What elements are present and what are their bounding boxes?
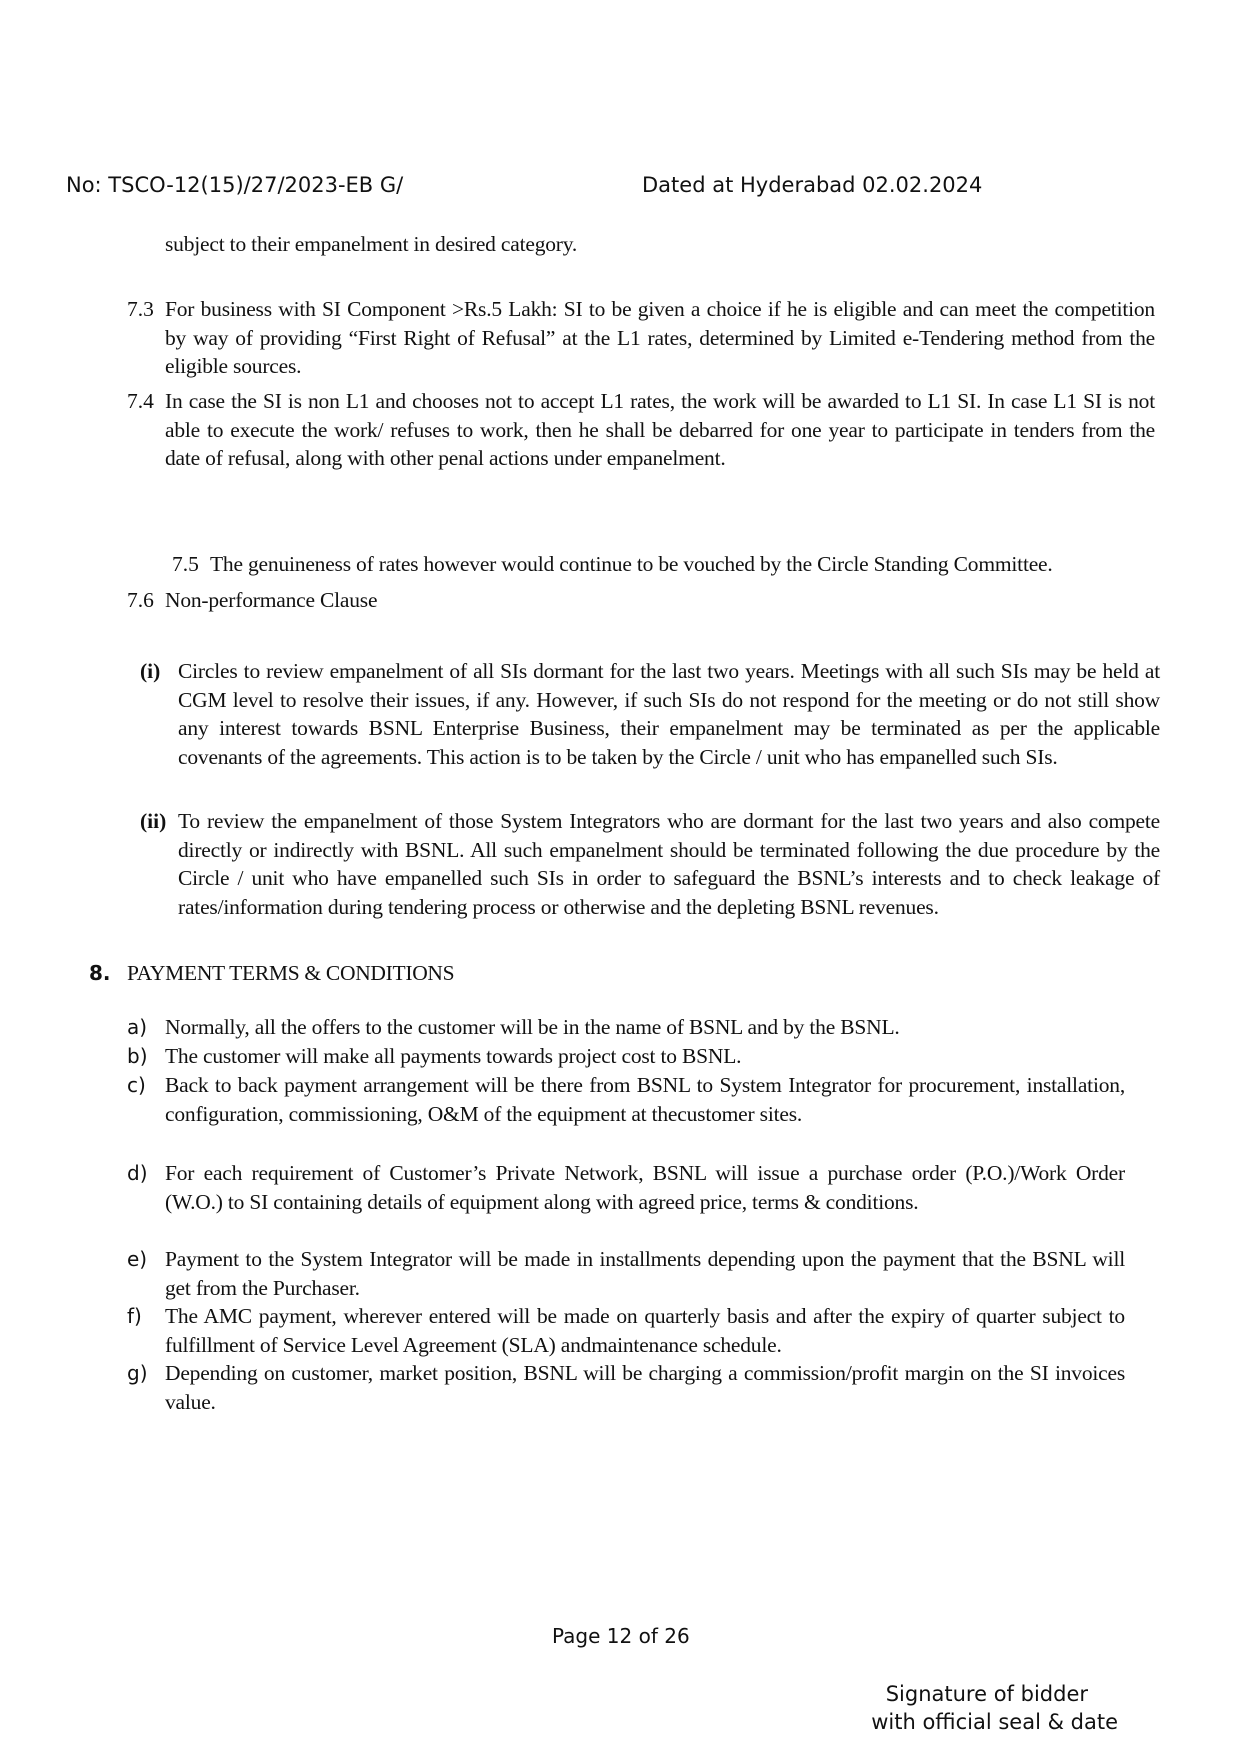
- item-label: (i): [140, 659, 161, 683]
- item-label: g): [127, 1361, 148, 1385]
- section-8-number: 8.: [89, 961, 111, 985]
- signature-line-1: Signature of bidder: [885, 1682, 1088, 1706]
- section-8-title: PAYMENT TERMS & CONDITIONS: [127, 961, 455, 985]
- clause-text: For business with SI Component >Rs.5 Lakh: SI to be given a choice if he is eligible and can meet the competition by way of providing “First Right of Refusal” at the L1 rates, determined by Limited e-Tendering method from the eligible sources.: [165, 297, 1155, 378]
- item-text: The AMC payment, wherever entered will be made on quarterly basis and after the expiry of quarter subject to fulfillment of Service Level Agreement (SLA) andmaintenance schedule.: [165, 1304, 1125, 1357]
- clause-heading: Non-performance Clause: [165, 588, 378, 612]
- signature-block: [871, 1680, 1118, 1736]
- clause-text: The genuineness of rates however would continue to be vouched by the Circle Standing Committee.: [210, 552, 1053, 576]
- item-text: Circles to review empanelment of all SIs dormant for the last two years. Meetings with all such SIs may be held at CGM level to resolve their issues, if any. However, if such SIs do not respond for the meeting or do not still show any interest towards BSNL Enterprise Business, their empanelment may be terminated as per the applicable covenants of the agreements. This action is to be taken by the Circle / unit who has empanelled such SIs.: [178, 659, 1160, 769]
- item-text: The customer will make all payments towards project cost to BSNL.: [165, 1044, 742, 1068]
- item-label: d): [127, 1161, 148, 1185]
- clause-number: 7.5: [172, 552, 199, 576]
- item-label: a): [127, 1015, 148, 1039]
- clause-number: 7.4: [127, 389, 154, 413]
- continuation-text: subject to their empanelment in desired category.: [165, 232, 578, 256]
- dated-line: Dated at Hyderabad 02.02.2024: [642, 173, 983, 197]
- item-label: (ii): [140, 809, 167, 833]
- signature-line-2: with official seal & date: [871, 1710, 1118, 1734]
- clause-number: 7.6: [127, 588, 154, 612]
- item-label: c): [127, 1073, 146, 1097]
- page-number: Page 12 of 26: [552, 1624, 690, 1648]
- item-label: e): [127, 1247, 148, 1271]
- item-text: Depending on customer, market position, BSNL will be charging a commission/profit margin on the SI invoices value.: [165, 1361, 1125, 1414]
- item-text: To review the empanelment of those System Integrators who are dormant for the last two years and also compete directly or indirectly with BSNL. All such empanelment should be terminated following the due procedure by the Circle / unit who have empanelled such SIs in order to safeguard the BSNL’s interests and to check leakage of rates/information during tendering process or otherwise and the depleting BSNL revenues.: [178, 809, 1160, 919]
- item-text: Normally, all the offers to the customer will be in the name of BSNL and by the BSNL.: [165, 1015, 900, 1039]
- clause-number: 7.3: [127, 297, 154, 321]
- item-text: Back to back payment arrangement will be there from BSNL to System Integrator for procurement, installation, configuration, commissioning, O&M of the equipment at thecustomer sites.: [165, 1073, 1125, 1126]
- clause-text: In case the SI is non L1 and chooses not to accept L1 rates, the work will be awarded to L1 SI. In case L1 SI is not able to execute the work/ refuses to work, then he shall be debarred for one year to participate in tenders from the date of refusal, along with other penal actions under empanelment.: [165, 389, 1155, 470]
- reference-number: No: TSCO-12(15)/27/2023-EB G/: [66, 173, 404, 197]
- item-label: b): [127, 1044, 148, 1068]
- item-label: f): [127, 1304, 142, 1328]
- item-text: Payment to the System Integrator will be made in installments depending upon the payment that the BSNL will get from the Purchaser.: [165, 1247, 1125, 1300]
- item-text: For each requirement of Customer’s Private Network, BSNL will issue a purchase order (P.O.)/Work Order (W.O.) to SI containing details of equipment along with agreed price, terms & conditions.: [165, 1161, 1125, 1214]
